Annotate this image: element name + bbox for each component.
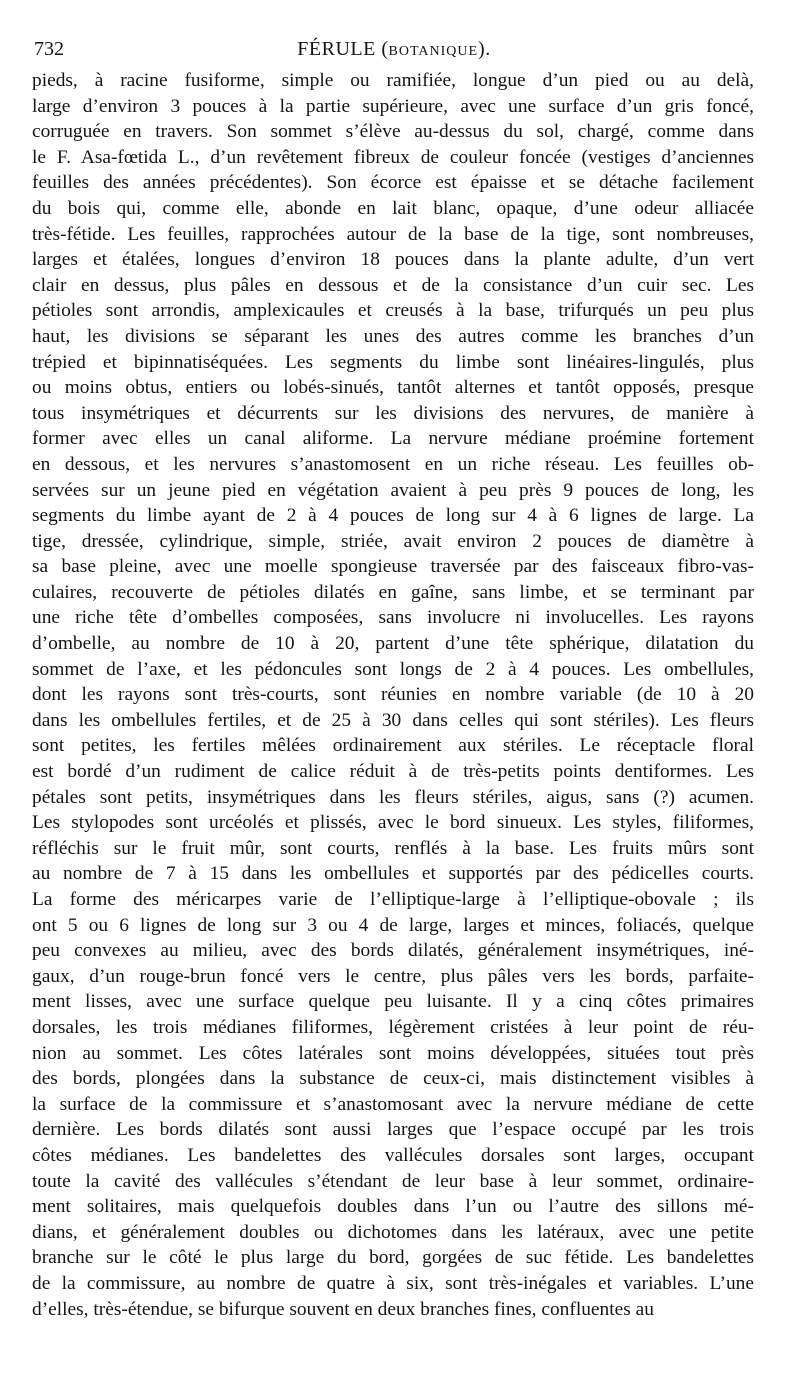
page-header	[34, 36, 754, 62]
running-head	[34, 36, 754, 65]
text-line: toute la cavité des vallécules s’étendant de leur base à leur sommet, ordinaire-	[32, 1170, 754, 1192]
text-line: du bois qui, comme elle, abonde en lait blanc, opaque, d’une odeur alliacée	[32, 197, 754, 219]
text-line: tige, dressée, cylindrique, simple, striée, avait environ 2 pouces de diamètre à	[32, 530, 754, 552]
text-line: corruguée en travers. Son sommet s’élève au-dessus du sol, chargé, comme dans	[32, 121, 754, 143]
text-line: branche sur le côté le plus large du bord, gorgées de suc fétide. Les bandelettes	[32, 1247, 754, 1269]
page-number: 732	[34, 38, 64, 60]
text-line: ment lisses, avec une surface quelque peu luisante. Il y a cinq côtes primaires	[32, 991, 754, 1013]
text-line: peu convexes au milieu, avec des bords dilatés, généralement insymétriques, iné-	[32, 940, 754, 962]
text-line: réfléchis sur le fruit mûr, sont courts, renflés à la base. Les fruits mûrs sont	[32, 837, 754, 859]
text-line: une riche tête d’ombelles composées, sans involucre ni involucelles. Les rayons	[32, 607, 754, 629]
text-line: culaires, recouverte de pétioles dilatés en gaîne, sans limbe, et se terminant par	[32, 581, 754, 603]
text-line: clair en dessus, plus pâles en dessous et de la consistance d’un cuir sec. Les	[32, 274, 754, 296]
text-line: pétioles sont arrondis, amplexicaules et creusés à la base, trifurqués un peu plus	[32, 300, 754, 322]
text-line: dernière. Les bords dilatés sont aussi larges que l’espace occupé par les trois	[32, 1119, 754, 1141]
text-line: segments du limbe ayant de 2 à 4 pouces de long sur 4 à 6 lignes de large. La	[32, 505, 754, 527]
body-text	[32, 68, 754, 1322]
text-line: dans les ombellules fertiles, et de 25 à 30 dans celles qui sont stériles). Les fleurs	[32, 709, 754, 731]
text-line: larges et étalées, longues d’environ 18 pouces dans la plante adulte, d’un vert	[32, 249, 754, 271]
text-line: Les stylopodes sont urcéolés et plissés, avec le bord sinueux. Les styles, filiformes,	[32, 812, 754, 834]
text-line: haut, les divisions se séparant les unes des autres comme les branches d’un	[32, 325, 754, 347]
text-line: dont les rayons sont très-courts, sont réunies en nombre variable (de 10 à 20	[32, 684, 754, 706]
running-head-end: ).	[478, 38, 491, 60]
text-line: la surface de la commissure et s’anastomosant avec la nervure médiane de cette	[32, 1093, 754, 1115]
text-line: sont petites, les fertiles mêlées ordinairement aux stériles. Le réceptacle floral	[32, 735, 754, 757]
text-line: ou moins obtus, entiers ou lobés-sinués, tantôt alternes et tantôt opposés, presque	[32, 377, 754, 399]
text-line: dians, et généralement doubles ou dichotomes dans les latéraux, avec une petite	[32, 1221, 754, 1243]
text-line: ont 5 ou 6 lignes de long sur 3 ou 4 de large, larges et minces, foliacés, quelque	[32, 914, 754, 936]
text-line: est bordé d’un rudiment de calice réduit à de très-petits points dentiformes. Les	[32, 761, 754, 783]
text-line: des bords, plongées dans la substance de ceux-ci, mais distinctement visibles à	[32, 1068, 754, 1090]
text-line: le F. Asa-fœtida L., d’un revêtement fibreux de couleur foncée (vestiges d’anciennes	[32, 146, 754, 168]
text-line: trépied et bipinnatiséquées. Les segments du limbe sont linéaires-lingulés, plus	[32, 351, 754, 373]
running-head-main: FÉRULE (	[297, 38, 389, 60]
text-line: servées sur un jeune pied en végétation avaient à peu près 9 pouces de long, les	[32, 479, 754, 501]
text-line: sa base pleine, avec une moelle spongieuse traversée par des faisceaux fibro-vas-	[32, 556, 754, 578]
running-head-small-caps: BOTANIQUE	[388, 44, 479, 59]
text-line: dorsales, les trois médianes filiformes, légèrement cristées à leur point de réu-	[32, 1016, 754, 1038]
text-line: large d’environ 3 pouces à la partie supérieure, avec une surface d’un gris foncé,	[32, 95, 754, 117]
text-line: en dessous, et les nervures s’anastomosent en un riche réseau. Les feuilles ob-	[32, 453, 754, 475]
text-line: d’ombelle, au nombre de 10 à 20, partent d’une tête sphérique, dilatation du	[32, 633, 754, 655]
text-line: pieds, à racine fusiforme, simple ou ramifiée, longue d’un pied ou au delà,	[32, 70, 754, 91]
text-line: côtes médianes. Les bandelettes des vallécules dorsales sont larges, occupant	[32, 1144, 754, 1166]
text-line: former avec elles un canal aliforme. La nervure médiane proémine fortement	[32, 428, 754, 450]
text-line: au nombre de 7 à 15 dans les ombellules et supportés par des pédicelles courts.	[32, 863, 754, 885]
text-line: ment solitaires, mais quelquefois doubles dans l’un ou l’autre des sillons mé-	[32, 1196, 754, 1218]
text-line: gaux, d’un rouge-brun foncé vers le centre, plus pâles vers les bords, parfaite-	[32, 965, 754, 987]
text-line: sommet de l’axe, et les pédoncules sont longs de 2 à 4 pouces. Les ombellules,	[32, 658, 754, 680]
text-line: pétales sont petits, insymétriques dans les fleurs stériles, aigus, sans (?) acumen.	[32, 786, 754, 808]
text-line: feuilles des années précédentes). Son écorce est épaisse et se détache facilement	[32, 172, 754, 194]
text-line: tous insymétriques et décurrents sur les divisions des nervures, de manière à	[32, 402, 754, 424]
text-line: de la commissure, au nombre de quatre à six, sont très-inégales et variables. L’une	[32, 1272, 754, 1294]
text-line: très-fétide. Les feuilles, rapprochées autour de la base de la tige, sont nombreuses,	[32, 223, 754, 245]
text-line: d’elles, très-étendue, se bifurque souvent en deux branches fines, confluentes au	[32, 1298, 654, 1320]
text-line: La forme des méricarpes varie de l’elliptique-large à l’elliptique-obovale ; ils	[32, 889, 754, 910]
text-line: nion au sommet. Les côtes latérales sont moins développées, situées tout près	[32, 1042, 754, 1064]
